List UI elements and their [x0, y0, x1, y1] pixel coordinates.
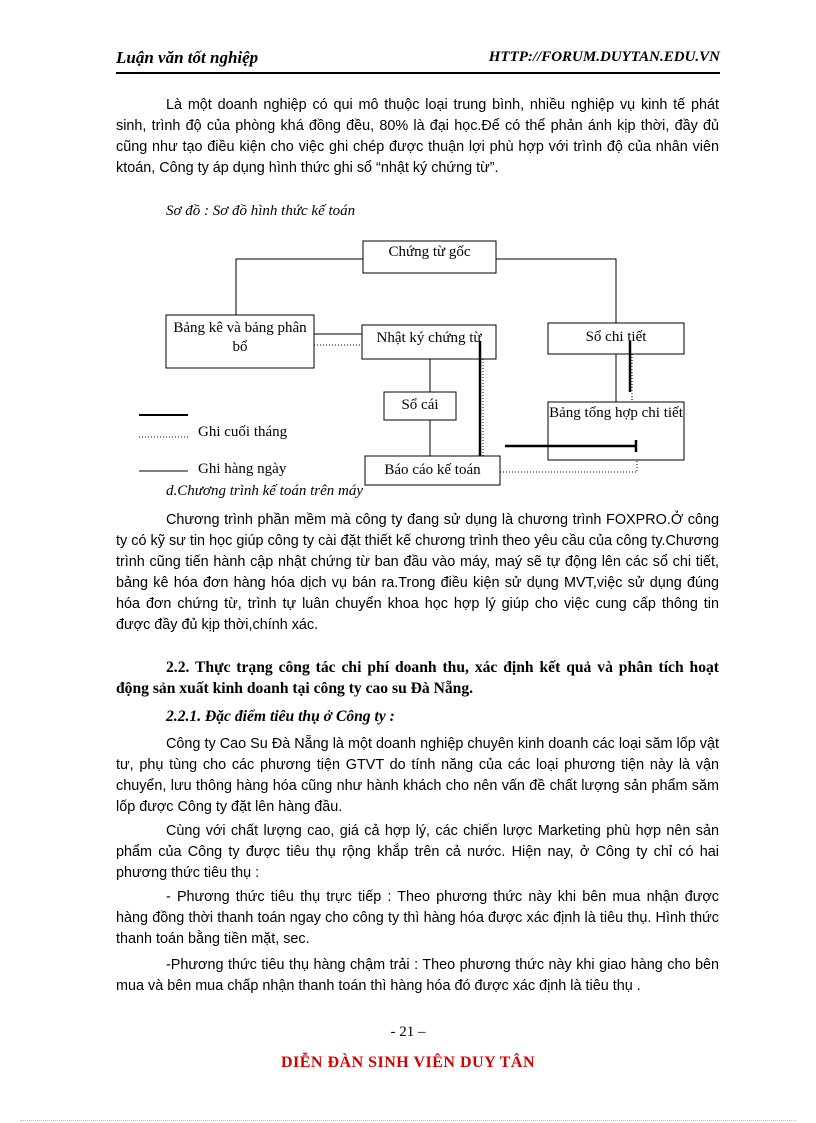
- label-chung-tu-goc: Chứng từ gốc: [388, 244, 471, 260]
- header-title: Luận văn tốt nghiệp: [116, 48, 259, 67]
- footer-text: DIỄN ĐÀN SINH VIÊN DUY TÂN: [280, 1054, 536, 1071]
- heading-2-2-1: 2.2.1. Đặc điểm tiêu thụ ở Công ty :: [166, 708, 395, 725]
- bottom-divider: [20, 1120, 796, 1121]
- label-nhat-ky: Nhật ký chứng từ: [376, 330, 482, 346]
- paragraph-marketing: Cùng với chất lượng cao, giá cả hợp lý, các chiến lược Marketing phù hợp nên sản phẩm của Công ty được tiêu thụ rộng khắp trên cả nước. Hiện nay, ở Công ty chỉ có hai phương thức tiêu thụ :: [116, 823, 719, 881]
- label-bang-ke: Bảng kê và bảng phân bổ: [173, 320, 307, 355]
- page-header: [116, 46, 720, 74]
- paragraph-software: Chương trình phần mềm mà công ty đang sử dụng là chương trình FOXPRO.Ở công ty có kỹ sư tin học giúp công ty cài đặt thiết kế chương trình theo yêu cầu của công ty.Chương trình cũng tiến hành cập nhật chứng từ ban đầu vào máy, maý sẽ tự động lên các sổ chi tiết, bảng kê hóa đơn hàng hóa dịch vụ bán ra.Trong điều kiện sử dụng MVT,việc sử dụng đúng hóa đơn chứng từ, trình tự luân chuyển khoa học hợp lý giúp cho việc cung cấp thông tin được đầy đủ kịp thời,chính xác.: [116, 512, 719, 633]
- heading-2-2: 2.2. Thực trạng công tác chi phí doanh thu, xác định kết quả và phân tích hoạt động sản xuất kinh doanh tại công ty cao su Đà Nẵng.: [116, 659, 719, 697]
- diagram-caption: Sơ đồ : Sơ đồ hình thức kế toán: [166, 203, 356, 219]
- dotted-tonghop-baocao: [500, 460, 637, 472]
- page-number: - 21 –: [390, 1024, 426, 1040]
- label-so-chi-tiet: Sổ chi tiết: [585, 329, 647, 345]
- paragraph-deferred-sale: -Phương thức tiêu thụ hàng chậm trải : Theo phương thức này khi giao hàng cho bên mua và bên mua chấp nhận thanh toán thì hàng hóa đó được xác định là tiêu thụ .: [116, 957, 719, 994]
- label-bao-cao: Báo cáo kế toán: [384, 462, 481, 478]
- label-bang-tong-hop: Bảng tổng hợp chi tiết: [549, 405, 683, 421]
- paragraph-direct-sale: - Phương thức tiêu thụ trực tiếp : Theo phương thức này khi bên mua nhận được hàng đồng thời thanh toán ngay cho công ty thì hàng hóa được xác định là tiêu thụ. Hình thức thanh toán bằng tiền mặt, sec.: [116, 889, 719, 947]
- header-url: HTTP://FORUM.DUYTAN.EDU.VN: [488, 49, 720, 65]
- legend-hang-ngay: Ghi hàng ngày: [198, 461, 287, 477]
- section-d-title: d.Chương trình kế toán trên máy: [166, 483, 363, 499]
- paragraph-intro: Là một doanh nghiệp có qui mô thuộc loại trung bình, nhiều nghiệp vụ kinh tế phát sinh, trình độ của phòng khá đồng đều, 80% là đại học.Để có thể phản ánh kịp thời, đầy đủ cũng như tạo điều kiện cho việc ghi chép được thuận lợi phù hợp với trình độ của nhân viên ktoán, Công ty áp dụng hình thức ghi sổ “nhật ký chứng từ”.: [116, 97, 719, 176]
- line-goc-chitiet: [496, 259, 616, 323]
- legend-cuoi-thang: Ghi cuối tháng: [198, 424, 288, 440]
- label-so-cai: Sổ cái: [401, 397, 439, 413]
- line-goc-bangke: [236, 259, 363, 315]
- paragraph-company: Công ty Cao Su Đà Nẵng là một doanh nghiệp chuyên kinh doanh các loại săm lốp vật tư, phụ tùng cho các phương tiện GTVT do tính năng của các loại phương tiện này là vận chuyển, lưu thông hàng hóa cũng như hành khách cho nên vấn đề chất lượng sản phẩm săm lốp được Công ty đặt lên hàng đầu.: [116, 736, 719, 815]
